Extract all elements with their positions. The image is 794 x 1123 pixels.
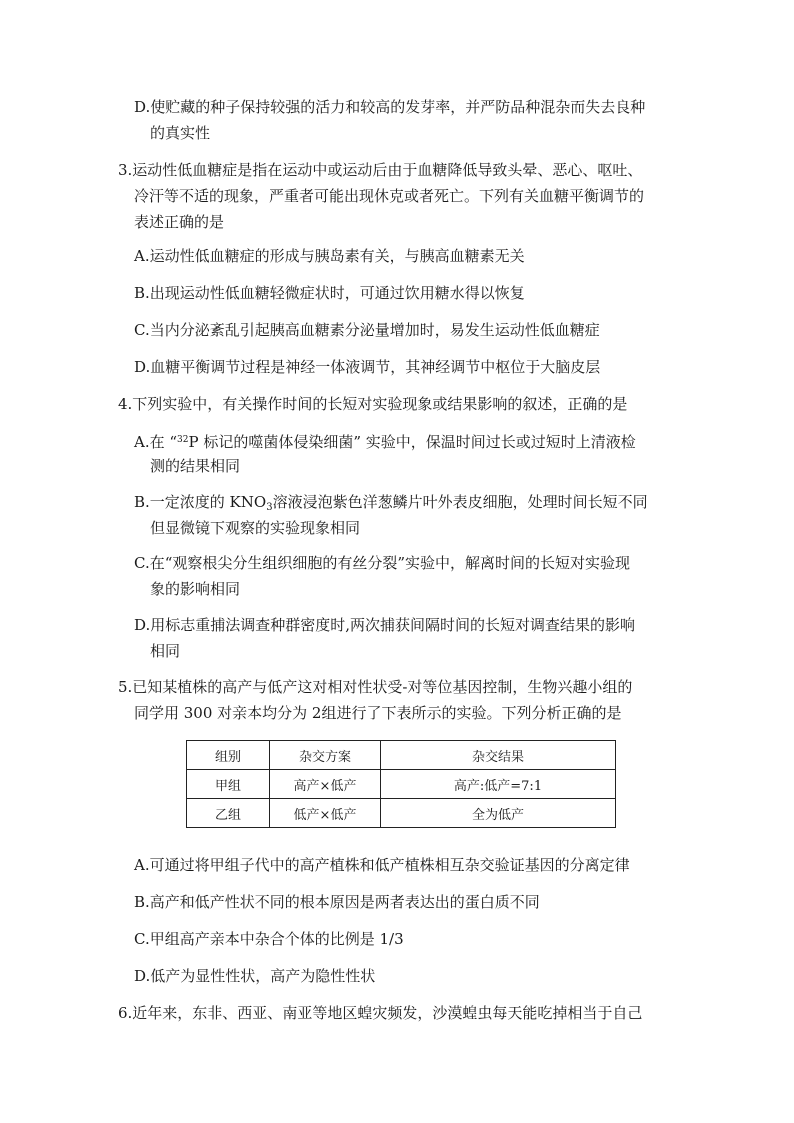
table-header-cell: 组别: [187, 741, 270, 770]
question-4-option-d: D.用标志重捕法调查种群密度时,两次捕获间隔时间的长短对调查结果的影响: [134, 616, 636, 634]
question-5-stem: 同学用 300 对亲本均分为 2组进行了下表所示的实验。下列分析正确的是: [134, 704, 622, 722]
table-header-cell: 杂交方案: [270, 741, 381, 770]
question-4-option-c-cont: 象的影响相同: [150, 580, 241, 598]
table-header-cell: 杂交结果: [381, 741, 616, 770]
question-5-option-b: B.高产和低产性状不同的根本原因是两者表达出的蛋白质不同: [134, 893, 540, 911]
option-d-line1: D.使贮藏的种子保持较强的活力和较高的发芽率，并严防品种混杂而失去良种: [134, 98, 646, 116]
table-row: [187, 799, 616, 828]
table-cell: 高产×低产: [270, 770, 381, 799]
cross-results-table: [186, 740, 616, 828]
question-3-stem: 3.运动性低血糖症是指在运动中或运动后由于血糖降低导致头晕、恶心、呕吐、: [118, 161, 643, 179]
question-4-option-b-cont: 但显微镜下观察的实验现象相同: [150, 519, 361, 537]
table-cell: 全为低产: [381, 799, 616, 828]
question-6-stem: 6.近年来，东非、西亚、南亚等地区蝗灾频发，沙漠蝗虫每天能吃掉相当于自己: [118, 1004, 643, 1022]
table-row: [187, 770, 616, 799]
question-5-stem: 5.已知某植株的高产与低产这对相对性状受-对等位基因控制，生物兴趣小组的: [118, 678, 633, 696]
question-5-option-c: C.甲组高产亲本中杂合个体的比例是 1/3: [134, 930, 404, 948]
table-cell: 乙组: [187, 799, 270, 828]
question-4-option-b: B.一定浓度的 $KNO_3$溶液浸泡紫色洋葱鳞片叶外表皮细胞，处理时间长短不同: [134, 493, 648, 513]
question-4-option-a: A.在 “$^{32}$P 标记的噬菌体侵染细菌” 实验中，保温时间过长或过短时上清液检: [134, 433, 636, 451]
question-4-option-d-cont: 相同: [150, 642, 181, 660]
question-3-option-c: C.当内分泌紊乱引起胰高血糖素分泌量增加时，易发生运动性低血糖症: [134, 321, 600, 339]
question-3-option-a: A.运动性低血糖症的形成与胰岛素有关，与胰高血糖素无关: [134, 247, 525, 265]
question-4-option-a-cont: 测的结果相同: [150, 457, 241, 475]
table-cell: 甲组: [187, 770, 270, 799]
question-3-option-b: B.出现运动性低血糖轻微症状时，可通过饮用糖水得以恢复: [134, 284, 525, 302]
question-4-stem: 4.下列实验中，有关操作时间的长短对实验现象或结果影响的叙述，正确的是: [118, 395, 628, 413]
option-d-line2: 的真实性: [150, 124, 211, 142]
question-3-stem: 表述正确的是: [134, 213, 225, 231]
table-cell: 高产:低产=7:1: [381, 770, 616, 799]
table-header-row: [187, 741, 616, 770]
question-3-option-d: D.血糖平衡调节过程是神经一体液调节，其神经调节中枢位于大脑皮层: [134, 358, 601, 376]
table-cell: 低产×低产: [270, 799, 381, 828]
question-4-option-c: C.在“观察根尖分生组织细胞的有丝分裂”实验中，解离时间的长短对实验现: [134, 554, 631, 572]
question-3-stem: 冷汗等不适的现象，严重者可能出现休克或者死亡。下列有关血糖平衡调节的: [134, 187, 645, 205]
question-5-option-d: D.低产为显性性状，高产为隐性性状: [134, 967, 376, 985]
question-5-option-a: A.可通过将甲组子代中的高产植株和低产植株相互杂交验证基因的分离定律: [134, 856, 630, 874]
